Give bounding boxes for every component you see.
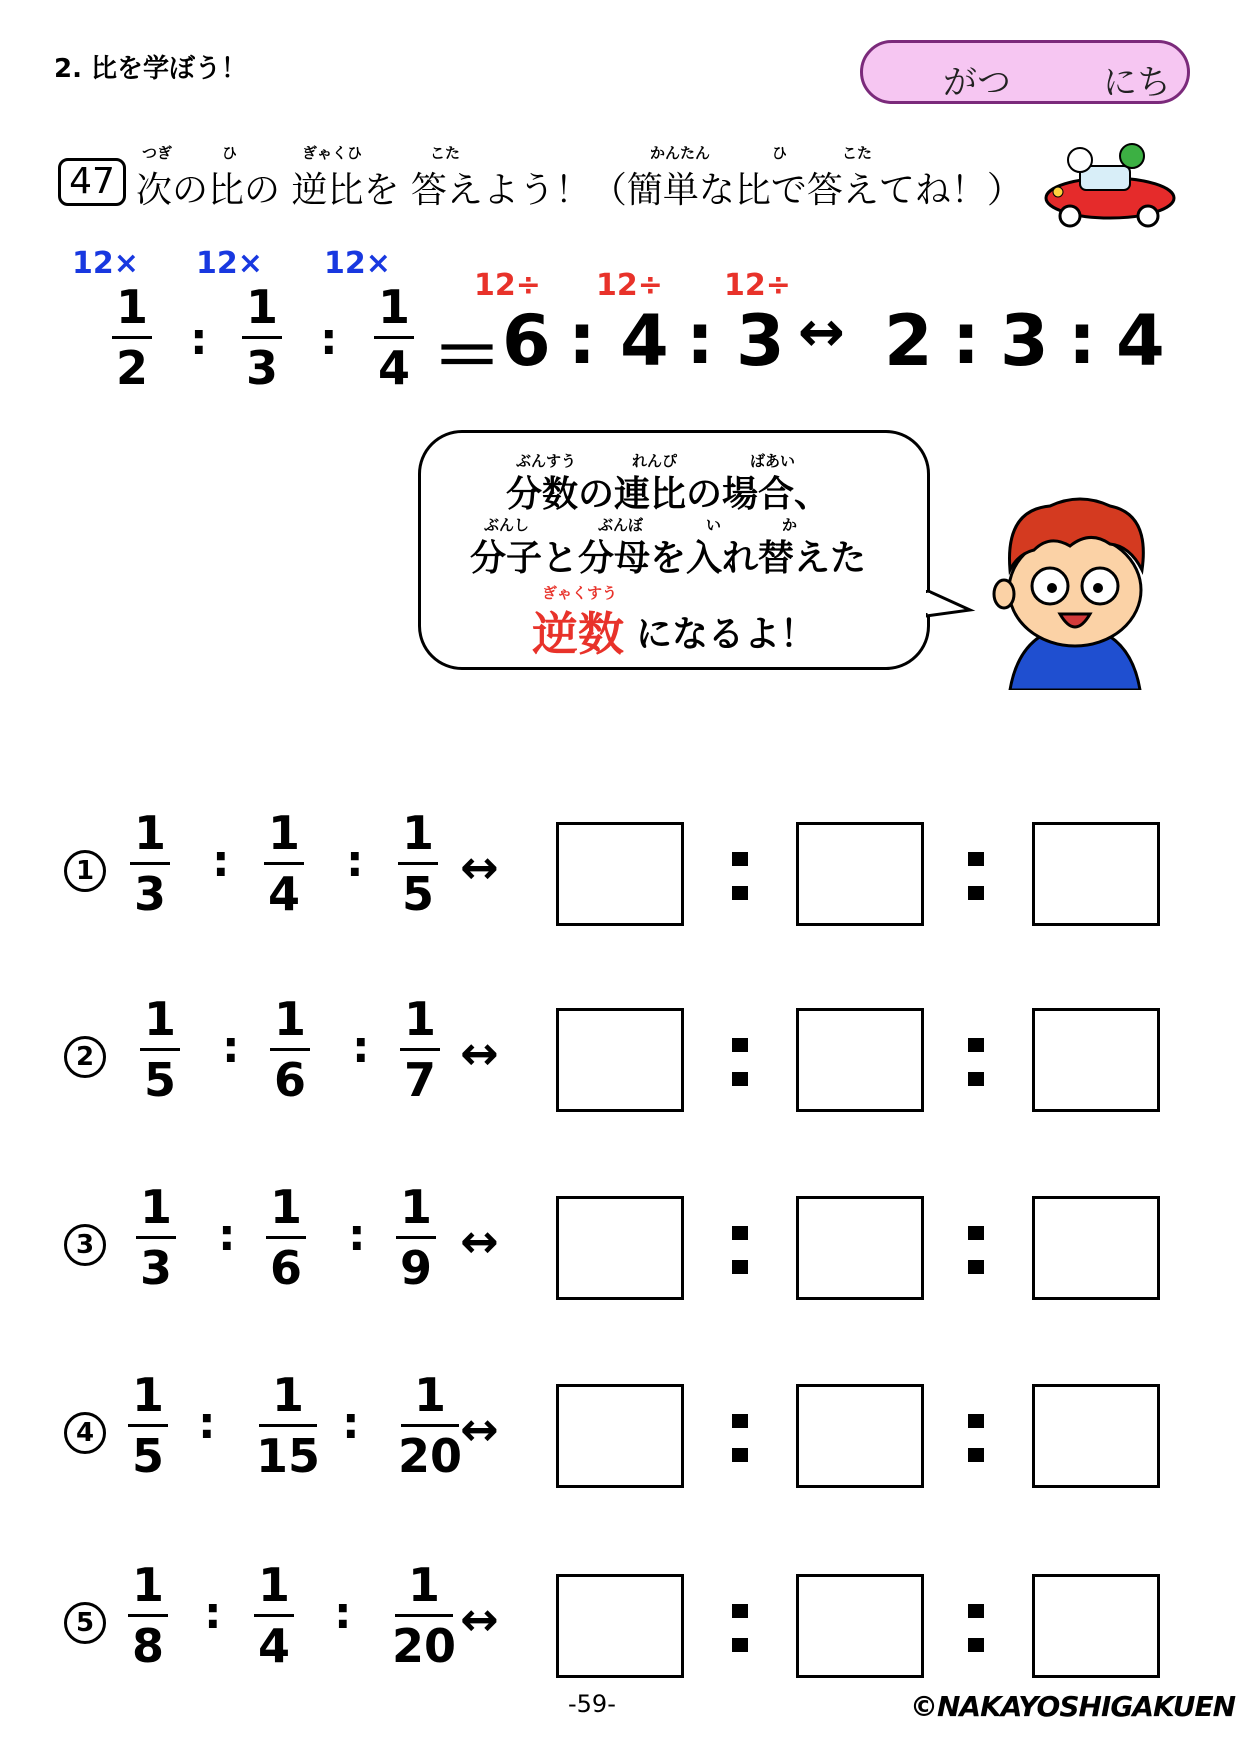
ratio-colon: : [346, 836, 364, 887]
answer-colon [732, 1038, 748, 1106]
multiplier-3: 12× [324, 246, 391, 281]
problem-instruction: 次の比の 逆比を 答えよう！（簡単な比で答えてね！） [136, 170, 1023, 211]
double-arrow-icon: ↔ [798, 300, 845, 365]
answer-box[interactable] [556, 1196, 684, 1300]
exercise-fraction: 1 15 [255, 1368, 320, 1483]
double-arrow-icon: ↔ [460, 1214, 499, 1268]
ratio-colon: : [222, 1022, 240, 1073]
exercise-fraction: 1 20 [391, 1558, 456, 1673]
exercise-fraction: 1 6 [256, 1182, 316, 1293]
ratio-colon: : [198, 1398, 216, 1449]
double-arrow-icon: ↔ [460, 1026, 499, 1080]
ruby-bunshi: ぶんし [484, 516, 530, 534]
ruby-gyakuhi: ぎゃくひ [302, 144, 363, 162]
ruby-gyakusuu: ぎゃくすう [542, 584, 618, 602]
inverse-colon: : [1068, 298, 1096, 380]
bubble-line-2: 分子と分母を入れ替えた [470, 538, 867, 579]
answer-box[interactable] [556, 1384, 684, 1488]
exercise-fraction: 1 7 [390, 994, 450, 1105]
answer-box[interactable] [556, 1574, 684, 1678]
exercise-number: 5 [64, 1602, 106, 1644]
ruby-bunbo: ぶんぼ [598, 516, 644, 534]
ruby-hi: ひ [222, 144, 238, 162]
exercise-fraction: 1 20 [397, 1368, 462, 1483]
ruby-kantan: かんたん [650, 144, 711, 162]
ruby-ka: か [782, 516, 798, 534]
exercise-number: 4 [64, 1412, 106, 1454]
answer-colon [968, 1226, 984, 1294]
answer-colon [968, 1414, 984, 1482]
answer-box[interactable] [796, 1196, 924, 1300]
answer-colon [732, 1604, 748, 1672]
example-fraction-3: 1 4 [364, 282, 424, 393]
ruby-baai: ばあい [750, 452, 796, 470]
exercise-number: 1 [64, 850, 106, 892]
double-arrow-icon: ↔ [460, 840, 499, 894]
result-1: 6 [502, 300, 551, 382]
ratio-colon: : [212, 836, 230, 887]
exercise-fraction: 1 6 [260, 994, 320, 1105]
date-field [860, 40, 1190, 104]
ratio-colon: : [218, 1210, 236, 1261]
problem-number: 47 [58, 158, 126, 206]
exercise-fraction: 1 5 [130, 994, 190, 1105]
example-fraction-2: 1 3 [232, 282, 292, 393]
answer-colon [968, 852, 984, 920]
double-arrow-icon: ↔ [460, 1592, 499, 1646]
answer-box[interactable] [1032, 1574, 1160, 1678]
answer-box[interactable] [1032, 1384, 1160, 1488]
bubble-line-1: 分数の連比の場合、 [506, 474, 831, 515]
answer-box[interactable] [796, 822, 924, 926]
ruby-tsugi: つぎ [142, 144, 173, 162]
ratio-colon: : [342, 1398, 360, 1449]
result-colon: : [568, 298, 596, 380]
answer-colon [968, 1038, 984, 1106]
ruby-kota-2: こた [842, 144, 873, 162]
answer-box[interactable] [556, 1008, 684, 1112]
answer-box[interactable] [1032, 822, 1160, 926]
ratio-colon: : [204, 1588, 222, 1639]
answer-colon [732, 1226, 748, 1294]
bubble-tail [926, 590, 976, 620]
car-illustration [1040, 140, 1180, 230]
exercise-number: 2 [64, 1036, 106, 1078]
multiplier-1: 12× [72, 246, 139, 281]
multiplier-2: 12× [196, 246, 263, 281]
date-month-label: がつ [943, 63, 1011, 103]
date-day-label: にち [1103, 63, 1171, 103]
answer-box[interactable] [796, 1008, 924, 1112]
answer-box[interactable] [1032, 1196, 1160, 1300]
divisor-2: 12÷ [596, 268, 663, 303]
copyright: ©NAKAYOSHIGAKUEN [910, 1690, 1236, 1723]
double-arrow-icon: ↔ [460, 1402, 499, 1456]
answer-colon [732, 852, 748, 920]
answer-colon [968, 1604, 984, 1672]
exercise-fraction: 1 4 [254, 808, 314, 919]
result-3: 3 [736, 300, 785, 382]
exercise-fraction: 1 3 [120, 808, 180, 919]
answer-box[interactable] [796, 1574, 924, 1678]
ratio-colon: : [348, 1210, 366, 1261]
inverse-2: 3 [1000, 300, 1049, 382]
ruby-i: い [706, 516, 722, 534]
page-number: -59- [568, 1690, 616, 1718]
example-fraction-1: 1 2 [102, 282, 162, 393]
boy-character-illustration [990, 490, 1160, 690]
example-colon: : [190, 314, 208, 365]
ruby-renpi: れんぴ [632, 452, 678, 470]
inverse-3: 4 [1116, 300, 1165, 382]
exercise-fraction: 1 4 [244, 1560, 304, 1671]
result-colon: : [686, 298, 714, 380]
answer-box[interactable] [1032, 1008, 1160, 1112]
highlight-gyakusuu: 逆数 [532, 607, 624, 661]
example-colon: : [320, 314, 338, 365]
divisor-1: 12÷ [474, 268, 541, 303]
divisor-3: 12÷ [724, 268, 791, 303]
exercise-fraction: 1 8 [118, 1560, 178, 1671]
inverse-1: 2 [884, 300, 933, 382]
ruby-kota: こた [430, 144, 461, 162]
equals-sign: ＝ [432, 315, 502, 397]
answer-box[interactable] [796, 1384, 924, 1488]
exercise-fraction: 1 3 [126, 1182, 186, 1293]
section-title: 2. 比を学ぼう！ [54, 54, 248, 84]
ruby-hi-2: ひ [772, 144, 788, 162]
bubble-line-3: になるよ！ [636, 614, 817, 655]
ratio-colon: : [352, 1022, 370, 1073]
result-2: 4 [620, 300, 669, 382]
ruby-bunsuu: ぶんすう [516, 452, 577, 470]
answer-colon [732, 1414, 748, 1482]
inverse-colon: : [952, 298, 980, 380]
exercise-number: 3 [64, 1224, 106, 1266]
exercise-fraction: 1 5 [388, 808, 448, 919]
ratio-colon: : [334, 1588, 352, 1639]
answer-box[interactable] [556, 822, 684, 926]
exercise-fraction: 1 5 [118, 1370, 178, 1481]
exercise-fraction: 1 9 [386, 1182, 446, 1293]
